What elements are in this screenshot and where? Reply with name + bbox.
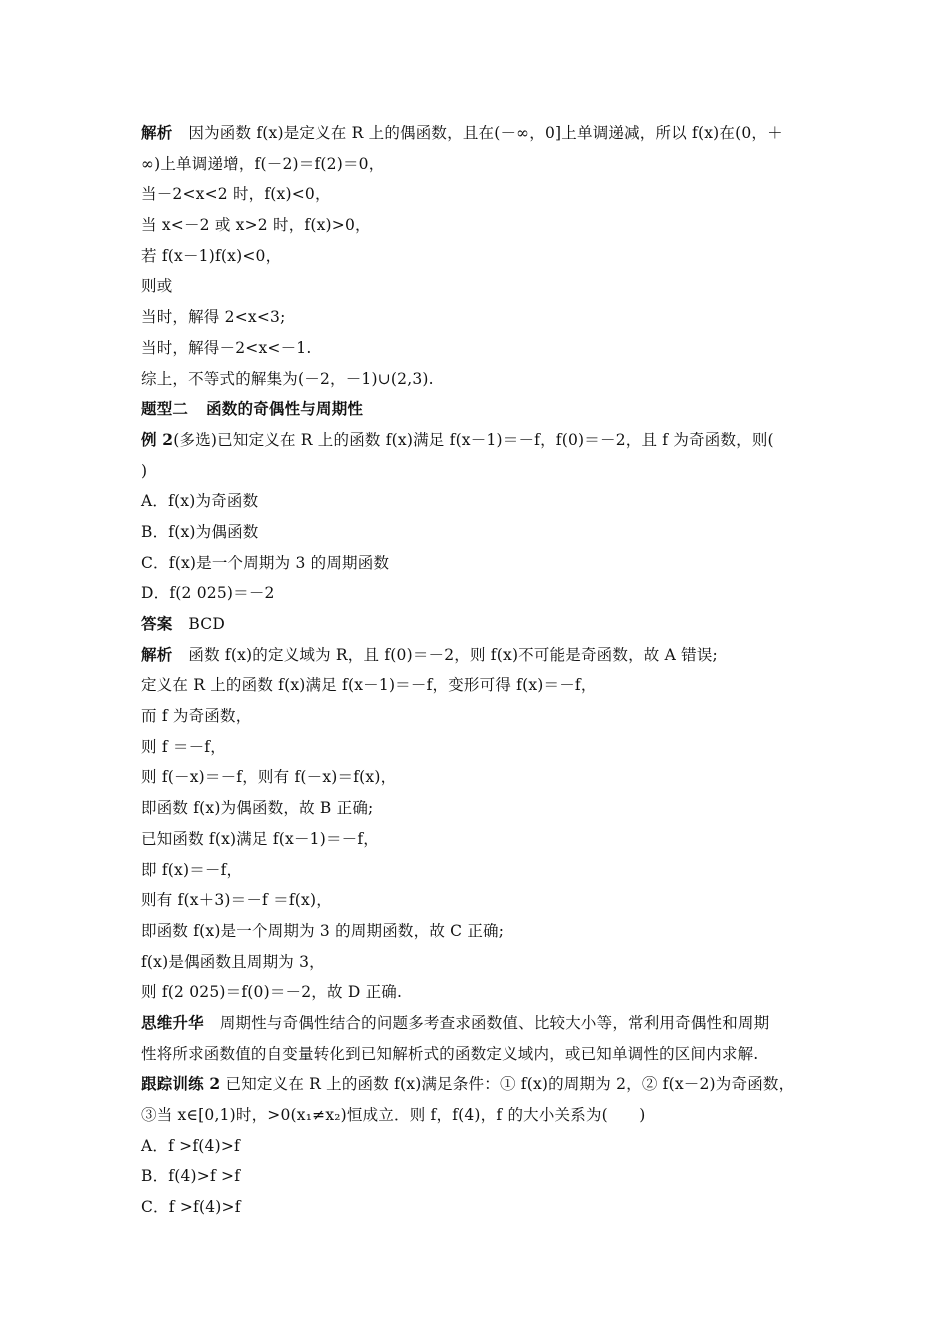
text-line [141,1039,811,1070]
line-text: D．f(2 025)＝－2 [141,584,275,603]
option-a [141,486,811,517]
line-text: 当－2<x<2 时，f(x)<0， [141,185,331,204]
text-line [141,762,811,793]
text-line [141,210,811,241]
line-text: 综上，不等式的解集为(－2，－1)∪(2,3). [141,369,434,388]
answer-text: BCD [188,615,225,633]
line-text: (多选)已知定义在 R 上的函数 f(x)满足 f(x－1)＝－f，f(0)＝－2，且 f 为奇函数，则( [173,430,774,449]
text-line [141,425,811,456]
text-line [141,364,811,395]
line-text: ∞)上单调递增，f(－2)＝f(2)＝0， [141,154,385,173]
line-text: 已知定义在 R 上的函数 f(x)满足条件：① f(x)的周期为 2，② f(x－2)为奇函数， [225,1075,795,1094]
line-text: A．f(x)为奇函数 [141,492,259,511]
line-text: C．f(x)是一个周期为 3 的周期函数 [141,553,390,572]
text-line [141,1008,811,1039]
line-text: 定义在 R 上的函数 f(x)满足 f(x－1)＝－f，变形可得 f(x)＝－f， [141,676,597,695]
line-label: 解析 [141,644,173,664]
text-line [141,1069,811,1100]
line-text: ③当 x∈[0,1)时，>0(x₁≠x₂)恒成立．则 f，f(4)，f 的大小关系为( ) [141,1106,646,1124]
line-text: 则 f ＝－f， [141,737,226,756]
text-line [141,885,811,916]
text-line [141,701,811,732]
option-d [141,578,811,609]
heading-label: 题型二 [141,399,189,419]
line-label: 解析 [141,123,173,142]
text-line [141,793,811,824]
line-text: 因为函数 f(x)是定义在 R 上的偶函数，且在(－∞，0]上单调递减，所以 f(x)在(0，＋ [188,124,783,142]
line-text: f(x)是偶函数且周期为 3， [141,952,325,971]
text-line [141,118,811,149]
line-text: C．f >f(4)>f [141,1198,241,1217]
line-text: 函数 f(x)的定义域为 R，且 f(0)＝－2，则 f(x)不可能是奇函数，故 A 错误; [188,645,718,664]
document-page [141,118,811,1223]
heading-text: 函数的奇偶性与周期性 [206,399,364,419]
answer-label: 答案 [141,614,173,633]
text-line [141,640,811,671]
text-line [141,271,811,302]
line-text: B．f(4)>f >f [141,1167,241,1186]
option-c [141,548,811,579]
line-text: 当时，解得－2<x<－1. [141,338,312,357]
line-text: B．f(x)为偶函数 [141,522,259,541]
example-label: 例 2 [141,429,174,449]
answer-line [141,609,811,640]
line-text: ) [141,461,148,480]
line-text: 性将所求函数值的自变量转化到已知解析式的函数定义域内，或已知单调性的区间内求解. [141,1044,759,1063]
text-line [141,732,811,763]
line-text: 当时，解得 2<x<3; [141,308,286,327]
option-b [141,1161,811,1192]
thinking-label: 思维升华 [141,1012,204,1032]
text-line [141,333,811,364]
text-line [141,149,811,180]
text-line [141,947,811,978]
text-line [141,977,811,1008]
line-text: 若 f(x－1)f(x)<0， [141,246,282,265]
line-text: 则或 [141,277,173,296]
text-line [141,456,811,487]
line-text: 即 f(x)＝－f， [141,860,243,879]
practice-label: 跟踪训练 2 [141,1074,221,1094]
line-text: A．f >f(4)>f [141,1136,240,1155]
line-text: 则 f(2 025)＝f(0)＝－2，故 D 正确. [141,983,403,1002]
line-text: 当 x<－2 或 x>2 时，f(x)>0， [141,216,371,235]
line-text: 即函数 f(x)是一个周期为 3 的周期函数，故 C 正确; [141,921,505,940]
text-line [141,824,811,855]
line-text: 则 f(－x)＝－f，则有 f(－x)＝f(x)， [141,768,397,787]
text-line [141,855,811,886]
text-line [141,302,811,333]
option-a [141,1131,811,1162]
text-line [141,241,811,272]
text-line [141,1100,811,1131]
text-line [141,916,811,947]
text-line [141,179,811,210]
line-text: 则有 f(x＋3)＝－f ＝f(x)， [141,891,332,910]
line-text: 而 f 为奇函数， [141,707,252,726]
option-c [141,1192,811,1223]
section-heading [141,394,811,425]
option-b [141,517,811,548]
text-line [141,670,811,701]
line-text: 即函数 f(x)为偶函数，故 B 正确; [141,799,374,818]
line-text: 周期性与奇偶性结合的问题多考查求函数值、比较大小等，常利用奇偶性和周期 [219,1013,770,1032]
line-text: 已知函数 f(x)满足 f(x－1)＝－f， [141,829,379,848]
